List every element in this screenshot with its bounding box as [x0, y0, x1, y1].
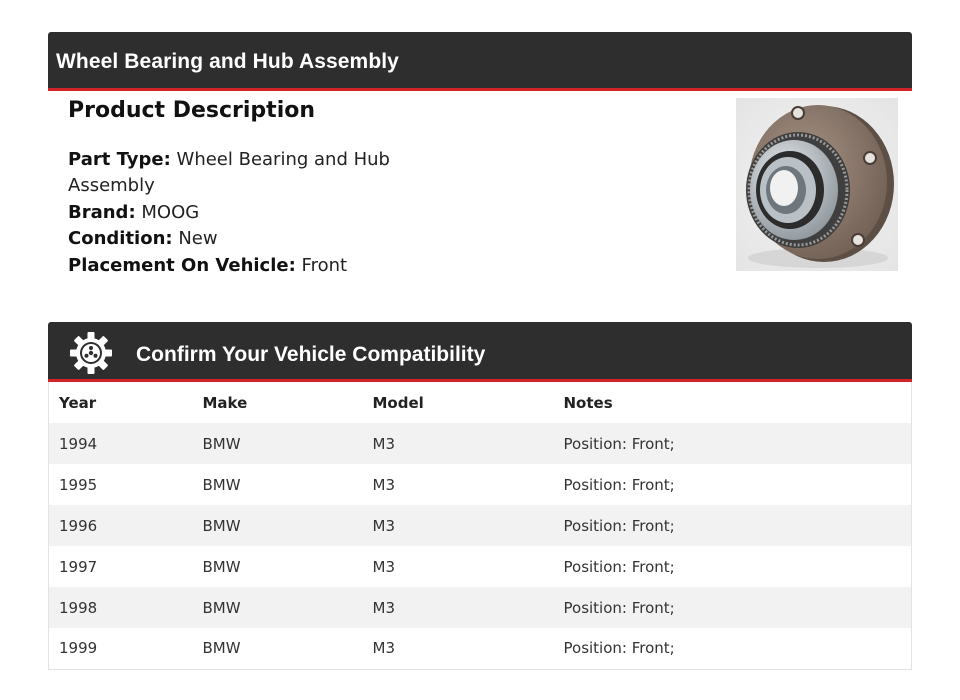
spec-value: Wheel Bearing and Hub Assembly [68, 149, 390, 197]
cell-notes: Position: Front; [564, 423, 912, 464]
table-row [49, 546, 912, 587]
description-heading: Product Description [68, 98, 316, 123]
column-header-model: Model [373, 382, 564, 423]
spec-placement [68, 253, 448, 279]
spec-value: New [178, 228, 218, 250]
cell-year: 1995 [49, 464, 203, 505]
cell-notes: Position: Front; [564, 505, 912, 546]
cell-model: M3 [373, 505, 564, 546]
cell-year: 1996 [49, 505, 203, 546]
cell-make: BMW [203, 546, 373, 587]
spec-value: Front [301, 254, 348, 276]
product-title-bar [48, 32, 912, 91]
cell-model: M3 [373, 464, 564, 505]
table-row [49, 464, 912, 505]
compatibility-header [48, 322, 912, 382]
cell-year: 1997 [49, 546, 203, 587]
spec-value: MOOG [141, 201, 200, 223]
cell-year: 1998 [49, 587, 203, 628]
cell-make: BMW [203, 505, 373, 546]
cell-make: BMW [203, 587, 373, 628]
cell-model: M3 [373, 587, 564, 628]
spec-label: Condition: [68, 228, 173, 250]
spec-label: Brand: [68, 201, 136, 223]
cell-model: M3 [373, 546, 564, 587]
cell-make: BMW [203, 464, 373, 505]
cell-make: BMW [203, 423, 373, 464]
table-row [49, 628, 912, 669]
column-header-year: Year [49, 382, 203, 423]
table-row [49, 587, 912, 628]
cell-year: 1999 [49, 628, 203, 669]
product-title: Wheel Bearing and Hub Assembly [56, 50, 399, 73]
column-header-make: Make [203, 382, 373, 423]
spec-brand [68, 200, 448, 226]
cell-notes: Position: Front; [564, 628, 912, 669]
cell-model: M3 [373, 423, 564, 464]
compatibility-table [48, 382, 912, 670]
column-header-notes: Notes [564, 382, 912, 423]
table-row [49, 423, 912, 464]
spec-label: Placement On Vehicle: [68, 254, 296, 276]
spec-part-type [68, 147, 448, 200]
wheel-hub-image [736, 98, 898, 271]
compatibility-title: Confirm Your Vehicle Compatibility [136, 343, 486, 366]
cell-notes: Position: Front; [564, 546, 912, 587]
gear-icon [69, 331, 113, 375]
cell-year: 1994 [49, 423, 203, 464]
spec-list [68, 147, 448, 279]
spec-label: Part Type: [68, 149, 171, 170]
spec-condition [68, 226, 448, 252]
product-description [68, 96, 448, 279]
table-header-row [49, 382, 912, 423]
cell-model: M3 [373, 628, 564, 669]
table-row [49, 505, 912, 546]
cell-notes: Position: Front; [564, 587, 912, 628]
cell-notes: Position: Front; [564, 464, 912, 505]
cell-make: BMW [203, 628, 373, 669]
